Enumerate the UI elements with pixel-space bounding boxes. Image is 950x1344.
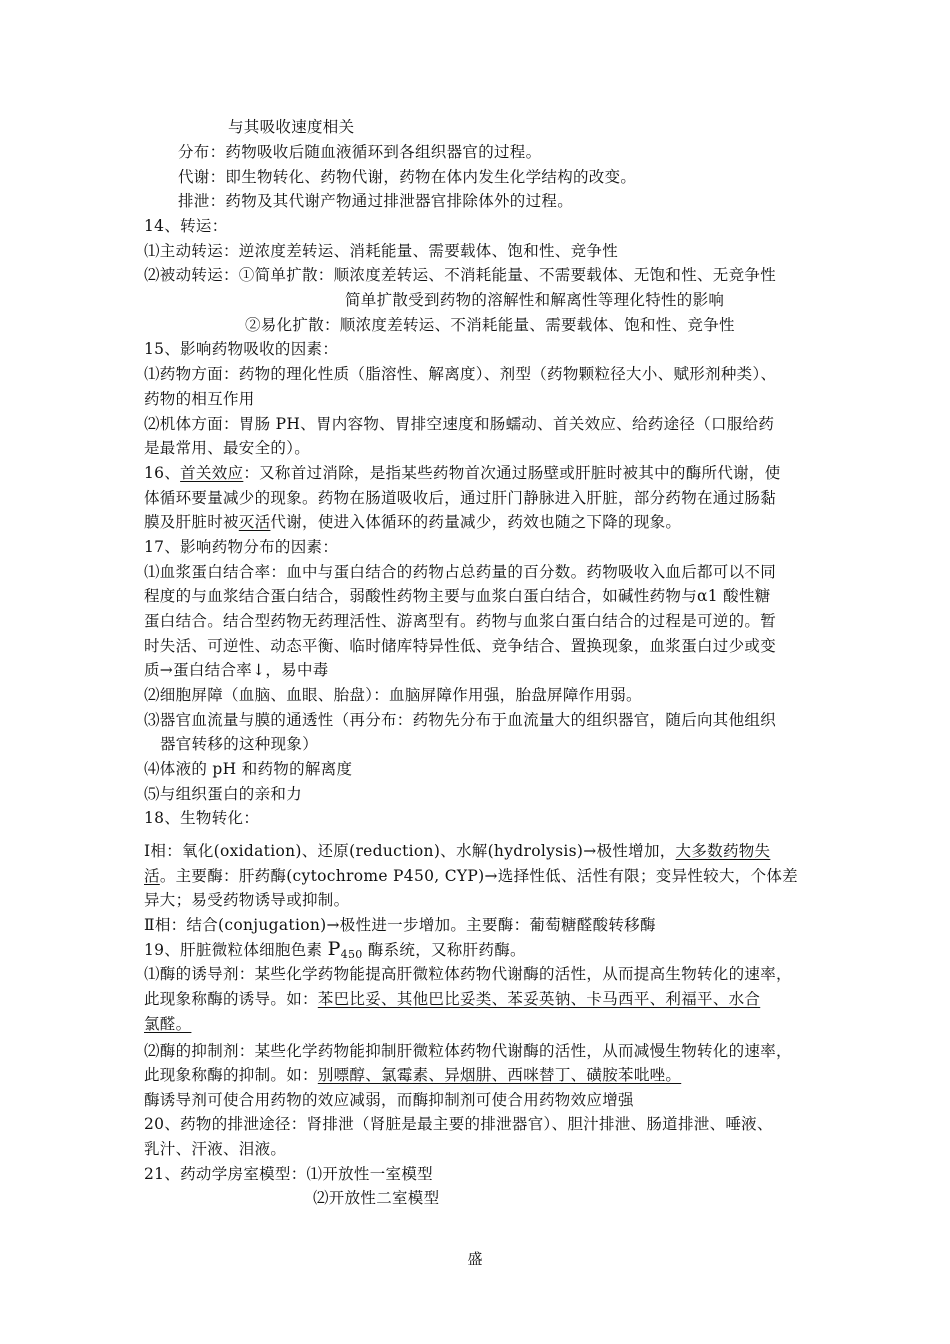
section-heading	[144, 461, 814, 486]
text-line	[144, 987, 814, 1012]
text-line: ⑵酶的抑制剂：某些化学药物能抑制肝微粒体药物代谢酶的活性，从而减慢生物转化的速率，	[144, 1042, 792, 1060]
text-line: ⑵机体方面：胃肠 PH、胃内容物、胃排空速度和肠蠕动、首关效应、给药途径（口服给药	[144, 415, 775, 433]
text-fragment: 此现象称酶的抑制。如：	[144, 1066, 318, 1084]
underlined-term: 首关效应	[180, 464, 244, 482]
text-line: 代谢：即生物转化、药物代谢，药物在体内发生化学结构的改变。	[178, 168, 637, 186]
text-line: 质→蛋白结合率↓，易中毒	[144, 661, 329, 679]
text-line: 器官转移的这种现象）	[160, 735, 319, 753]
underlined-term: 大多数药物失	[675, 842, 771, 860]
text-line: ⑴主动转运：逆浓度差转运、消耗能量、需要载体、饱和性、竞争性	[144, 242, 619, 260]
text-line: 排泄：药物及其代谢产物通过排泄器官排除体外的过程。	[178, 192, 574, 210]
text-line: Ⅱ相：结合(conjugation)→极性进一步增加。主要酶：葡萄糖醛酸转移酶	[144, 916, 656, 934]
text-line: ⑵开放性二室模型	[313, 1189, 440, 1207]
section-heading: 18、生物转化：	[144, 809, 260, 827]
text-line: ⑵被动转运：①简单扩散：顺浓度差转运、不消耗能量、不需要载体、无饱和性、无竞争性	[144, 266, 777, 284]
text-fragment: 酶系统，又称肝药酶。	[362, 941, 526, 959]
section-heading: 21、药动学房室模型：⑴开放性一室模型	[144, 1165, 433, 1183]
text-line: 是最常用、最安全的）。	[144, 439, 311, 457]
section-heading: 20、药物的排泄途径：肾排泄（肾脏是最主要的排泄器官）、胆汁排泄、肠道排泄、唾液、	[144, 1115, 773, 1133]
text-line: 简单扩散受到药物的溶解性和解离性等理化特性的影响	[345, 291, 725, 309]
text-line: ⑶器官血流量与膜的通透性（再分布：药物先分布于血流量大的组织器官，随后向其他组织	[144, 711, 777, 729]
text-line: 乳汁、汗液、泪液。	[144, 1140, 287, 1158]
text-line: 与其吸收速度相关	[228, 118, 355, 136]
text-fragment: 。主要酶：肝药酶(cytochrome P450, CYP)→选择性低、活性有限；变异性较大，个体差	[159, 867, 798, 885]
text-line: 分布：药物吸收后随血液循环到各组织器官的过程。	[178, 143, 542, 161]
section-number: 16、	[144, 464, 181, 482]
text-line	[144, 1063, 814, 1088]
text-fragment: Ⅰ相：氧化(oxidation)、还原(reduction)、水解(hydrolysis)→极性增加，	[144, 842, 676, 860]
text-line	[144, 510, 814, 535]
underlined-term: 活	[144, 867, 160, 885]
text-line	[144, 1012, 814, 1037]
text-line: ②易化扩散：顺浓度差转运、不消耗能量、需要载体、饱和性、竞争性	[245, 316, 735, 334]
underlined-drug-list: 苯巴比妥、其他巴比妥类、苯妥英钠、卡马西平、利福平、水合	[317, 990, 761, 1008]
section-heading: 14、转运：	[144, 217, 228, 235]
text-line: ⑴血浆蛋白结合率：血中与蛋白结合的药物占总药量的百分数。药物吸收入血后都可以不同	[144, 563, 777, 581]
text-fragment: ：又称首过消除，是指某些药物首次通过肠壁或肝脏时被其中的酶所代谢，使	[243, 464, 781, 482]
text-fragment: 此现象称酶的诱导。如：	[144, 990, 318, 1008]
underlined-drug-list: 氯醛。	[144, 1015, 192, 1033]
underlined-term: 灭活	[238, 513, 271, 531]
text-line: 时失活、可逆性、动态平衡、临时储库特异性低、竞争结合、置换现象，血浆蛋白过少或变	[144, 637, 777, 655]
text-fragment: 代谢，使进入体循环的药量减少，药效也随之下降的现象。	[270, 513, 682, 531]
text-fragment: 19、肝脏微粒体细胞色素	[144, 941, 328, 959]
page-footer: 盛	[467, 1250, 483, 1268]
text-line: ⑸与组织蛋白的亲和力	[144, 785, 303, 803]
text-fragment: 膜及肝脏时被	[144, 513, 239, 531]
text-line: 酶诱导剂可使合用药物的效应减弱，而酶抑制剂可使合用药物效应增强	[144, 1091, 634, 1109]
underlined-drug-list: 别嘌醇、氯霉素、异烟肼、西咪替丁、磺胺苯吡唑。	[317, 1066, 682, 1084]
section-heading: 17、影响药物分布的因素：	[144, 538, 339, 556]
text-line: 体循环要量减少的现象。药物在肠道吸收后，通过肝门静脉进入肝脏，部分药物在通过肠黏	[144, 489, 777, 507]
text-line: 异大；易受药物诱导或抑制。	[144, 891, 350, 909]
formula-letter: P	[327, 938, 341, 960]
text-line	[144, 839, 814, 864]
text-line: ⑴酶的诱导剂：某些化学药物能提高肝微粒体药物代谢酶的活性，从而提高生物转化的速率，	[144, 965, 792, 983]
text-line	[144, 864, 814, 889]
text-line: 药物的相互作用	[144, 390, 255, 408]
formula-subscript: 450	[340, 948, 363, 961]
text-line: ⑵细胞屏障（血脑、血眼、胎盘）：血脑屏障作用强，胎盘屏障作用弱。	[144, 686, 642, 704]
text-line: ⑴药物方面：药物的理化性质（脂溶性、解离度）、剂型（药物颗粒径大小、赋形剂种类）、	[144, 365, 777, 383]
text-line: ⑷体液的 pH 和药物的解离度	[144, 760, 353, 778]
section-heading: 15、影响药物吸收的因素：	[144, 340, 339, 358]
text-line: 程度的与血浆结合蛋白结合，弱酸性药物主要与血浆白蛋白结合，如碱性药物与α1 酸性糖	[144, 587, 771, 605]
text-line: 蛋白结合。结合型药物无药理活性、游离型有。药物与血浆白蛋白结合的过程是可逆的。暂	[144, 612, 777, 630]
